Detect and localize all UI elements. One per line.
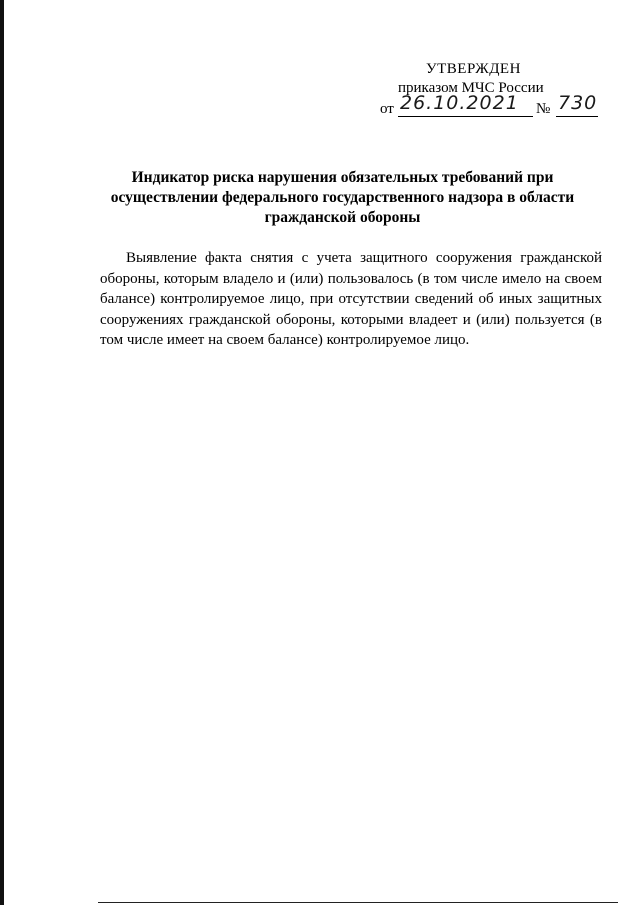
- order-reference: приказом МЧС России: [398, 80, 544, 96]
- from-label: от: [380, 101, 394, 117]
- order-date-field: [398, 94, 533, 117]
- approved-heading: УТВЕРЖДЕН: [426, 61, 521, 77]
- number-label: №: [536, 101, 551, 117]
- indicator-paragraph: Выявление факта снятия с учета защитного сооружения гражданской обороны, которым владело и (или) пользовалось (в том числе имело на своем балансе) контролируемое лицо, при отсутствии сведений об иных защитных сооружениях гражданской обороны, которыми владеет и (или) пользуется (в том числе имеет на своем балансе) контролируемое лицо.: [100, 250, 602, 348]
- document-title: Индикатор риска нарушения обязательных требований при осуществлении федерального государственного надзора в области гражданской обороны: [110, 169, 575, 226]
- order-number-field: [556, 94, 598, 117]
- approval-stamp: [380, 60, 610, 120]
- scan-edge-left: [0, 0, 4, 905]
- order-date-handwritten: 26.10.2021: [400, 92, 519, 114]
- scan-edge-bottom: [98, 902, 618, 903]
- order-date-number-line: [380, 92, 610, 120]
- order-number-handwritten: 730: [558, 92, 598, 114]
